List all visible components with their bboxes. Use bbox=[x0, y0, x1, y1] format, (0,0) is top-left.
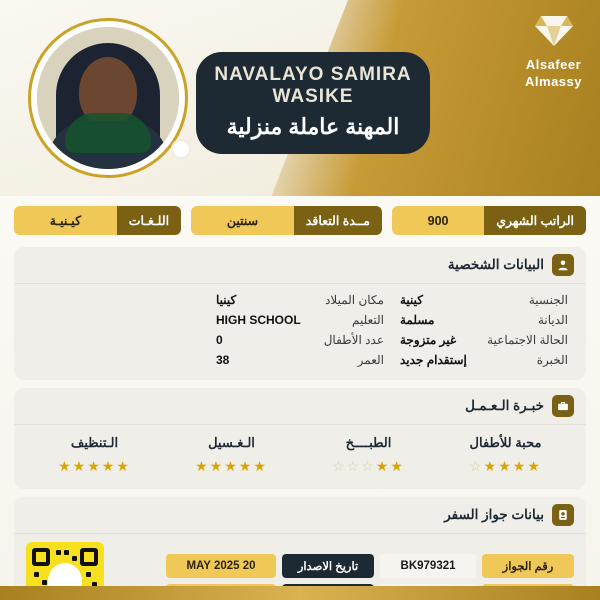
exp-item-childcare bbox=[437, 435, 574, 475]
fact-contract bbox=[191, 206, 382, 235]
issue-date-label: تاريخ الاصدار bbox=[282, 554, 374, 578]
candidate-profession-ar: المهنة عاملة منزلية bbox=[226, 114, 400, 139]
pd-value: 38 bbox=[216, 353, 230, 367]
avatar bbox=[37, 27, 179, 169]
fact-languages bbox=[14, 206, 181, 235]
user-icon bbox=[552, 254, 574, 276]
pd-row-spacer-3 bbox=[26, 332, 206, 348]
fact-contract-label: مــدة التعاقد bbox=[294, 206, 382, 235]
pd-row-spacer-2 bbox=[26, 312, 206, 328]
company-logo bbox=[525, 14, 582, 90]
pd-value: إستقدام جديد bbox=[400, 353, 467, 367]
work-experience-section bbox=[14, 388, 586, 489]
pd-label: الخبرة bbox=[536, 353, 568, 367]
exp-rating: ★★★★★ bbox=[195, 458, 268, 474]
passport-row-number bbox=[116, 554, 574, 578]
pd-row-spacer-1 bbox=[26, 292, 206, 308]
pd-row-education bbox=[210, 312, 390, 328]
passport-section bbox=[14, 497, 586, 600]
personal-data-title: البيانات الشخصية bbox=[447, 257, 544, 272]
pd-label: الحالة الاجتماعية bbox=[487, 333, 568, 347]
personal-data-section bbox=[14, 247, 586, 380]
pd-row-experience bbox=[394, 352, 574, 368]
exp-item-cleaning bbox=[26, 435, 163, 475]
company-name-line2: Almassy bbox=[525, 73, 582, 89]
passport-number-value: BK979321 bbox=[380, 554, 476, 578]
pd-value: كينيا bbox=[216, 293, 237, 307]
exp-rating: ★★★★★ bbox=[58, 458, 131, 474]
exp-label: محبة للأطفال bbox=[469, 435, 542, 450]
pd-value: 0 bbox=[216, 333, 223, 347]
pd-label: التعليم bbox=[352, 313, 384, 327]
header bbox=[0, 0, 600, 196]
name-badge bbox=[196, 52, 430, 154]
passport-header bbox=[14, 497, 586, 534]
pd-row-nationality bbox=[394, 292, 574, 308]
exp-label: الـتنظيف bbox=[70, 435, 119, 450]
pd-value: غير متزوجة bbox=[400, 333, 457, 347]
passport-title: بيانات جواز السفر bbox=[444, 507, 544, 522]
pd-row-religion bbox=[394, 312, 574, 328]
personal-data-header bbox=[14, 247, 586, 284]
exp-rating: ★★☆☆☆ bbox=[332, 458, 405, 474]
pd-value: مسلمة bbox=[400, 313, 435, 327]
fact-salary-value: 900 bbox=[392, 206, 484, 235]
briefcase-icon bbox=[552, 395, 574, 417]
photo-frame bbox=[28, 18, 188, 178]
personal-data-grid bbox=[14, 284, 586, 380]
fact-languages-value: كيـنيـة bbox=[14, 206, 117, 235]
pd-row-marital-status bbox=[394, 332, 574, 348]
fact-languages-label: اللـغـات bbox=[117, 206, 181, 235]
pd-label: الديانة bbox=[537, 313, 568, 327]
company-name-line1: Alsafeer bbox=[525, 56, 582, 72]
pd-value: كينية bbox=[400, 293, 424, 307]
pd-value: HIGH SCHOOL bbox=[216, 313, 301, 327]
pd-label: العمر bbox=[357, 353, 384, 367]
pd-label: عدد الأطفال bbox=[323, 333, 384, 347]
pd-label: مكان الميلاد bbox=[325, 293, 384, 307]
footer-bar bbox=[0, 586, 600, 600]
pd-row-birthplace bbox=[210, 292, 390, 308]
fact-contract-value: سنتين bbox=[191, 206, 294, 235]
pd-label: الجنسية bbox=[528, 293, 568, 307]
work-experience-grid bbox=[14, 425, 586, 489]
exp-rating: ★★★★☆ bbox=[469, 458, 542, 474]
exp-item-cooking bbox=[300, 435, 437, 475]
pd-row-age bbox=[210, 352, 390, 368]
pd-row-children bbox=[210, 332, 390, 348]
exp-item-laundry bbox=[163, 435, 300, 475]
candidate-name-en: NAVALAYO SAMIRA WASIKE bbox=[214, 64, 412, 107]
quick-facts-bar bbox=[0, 196, 600, 239]
fact-salary-label: الراتب الشهري bbox=[484, 206, 586, 235]
work-experience-header bbox=[14, 388, 586, 425]
fact-salary bbox=[392, 206, 586, 235]
pd-row-spacer-4 bbox=[26, 352, 206, 368]
exp-label: الطبــــخ bbox=[345, 435, 392, 450]
diamond-icon bbox=[525, 14, 582, 53]
passport-icon bbox=[552, 504, 574, 526]
passport-number-label: رقم الجواز bbox=[482, 554, 574, 578]
issue-date-value: 20 MAY 2025 bbox=[166, 554, 276, 578]
work-experience-title: خبـرة الـعـمـل bbox=[465, 398, 544, 413]
exp-label: الـغـسيل bbox=[208, 435, 255, 450]
